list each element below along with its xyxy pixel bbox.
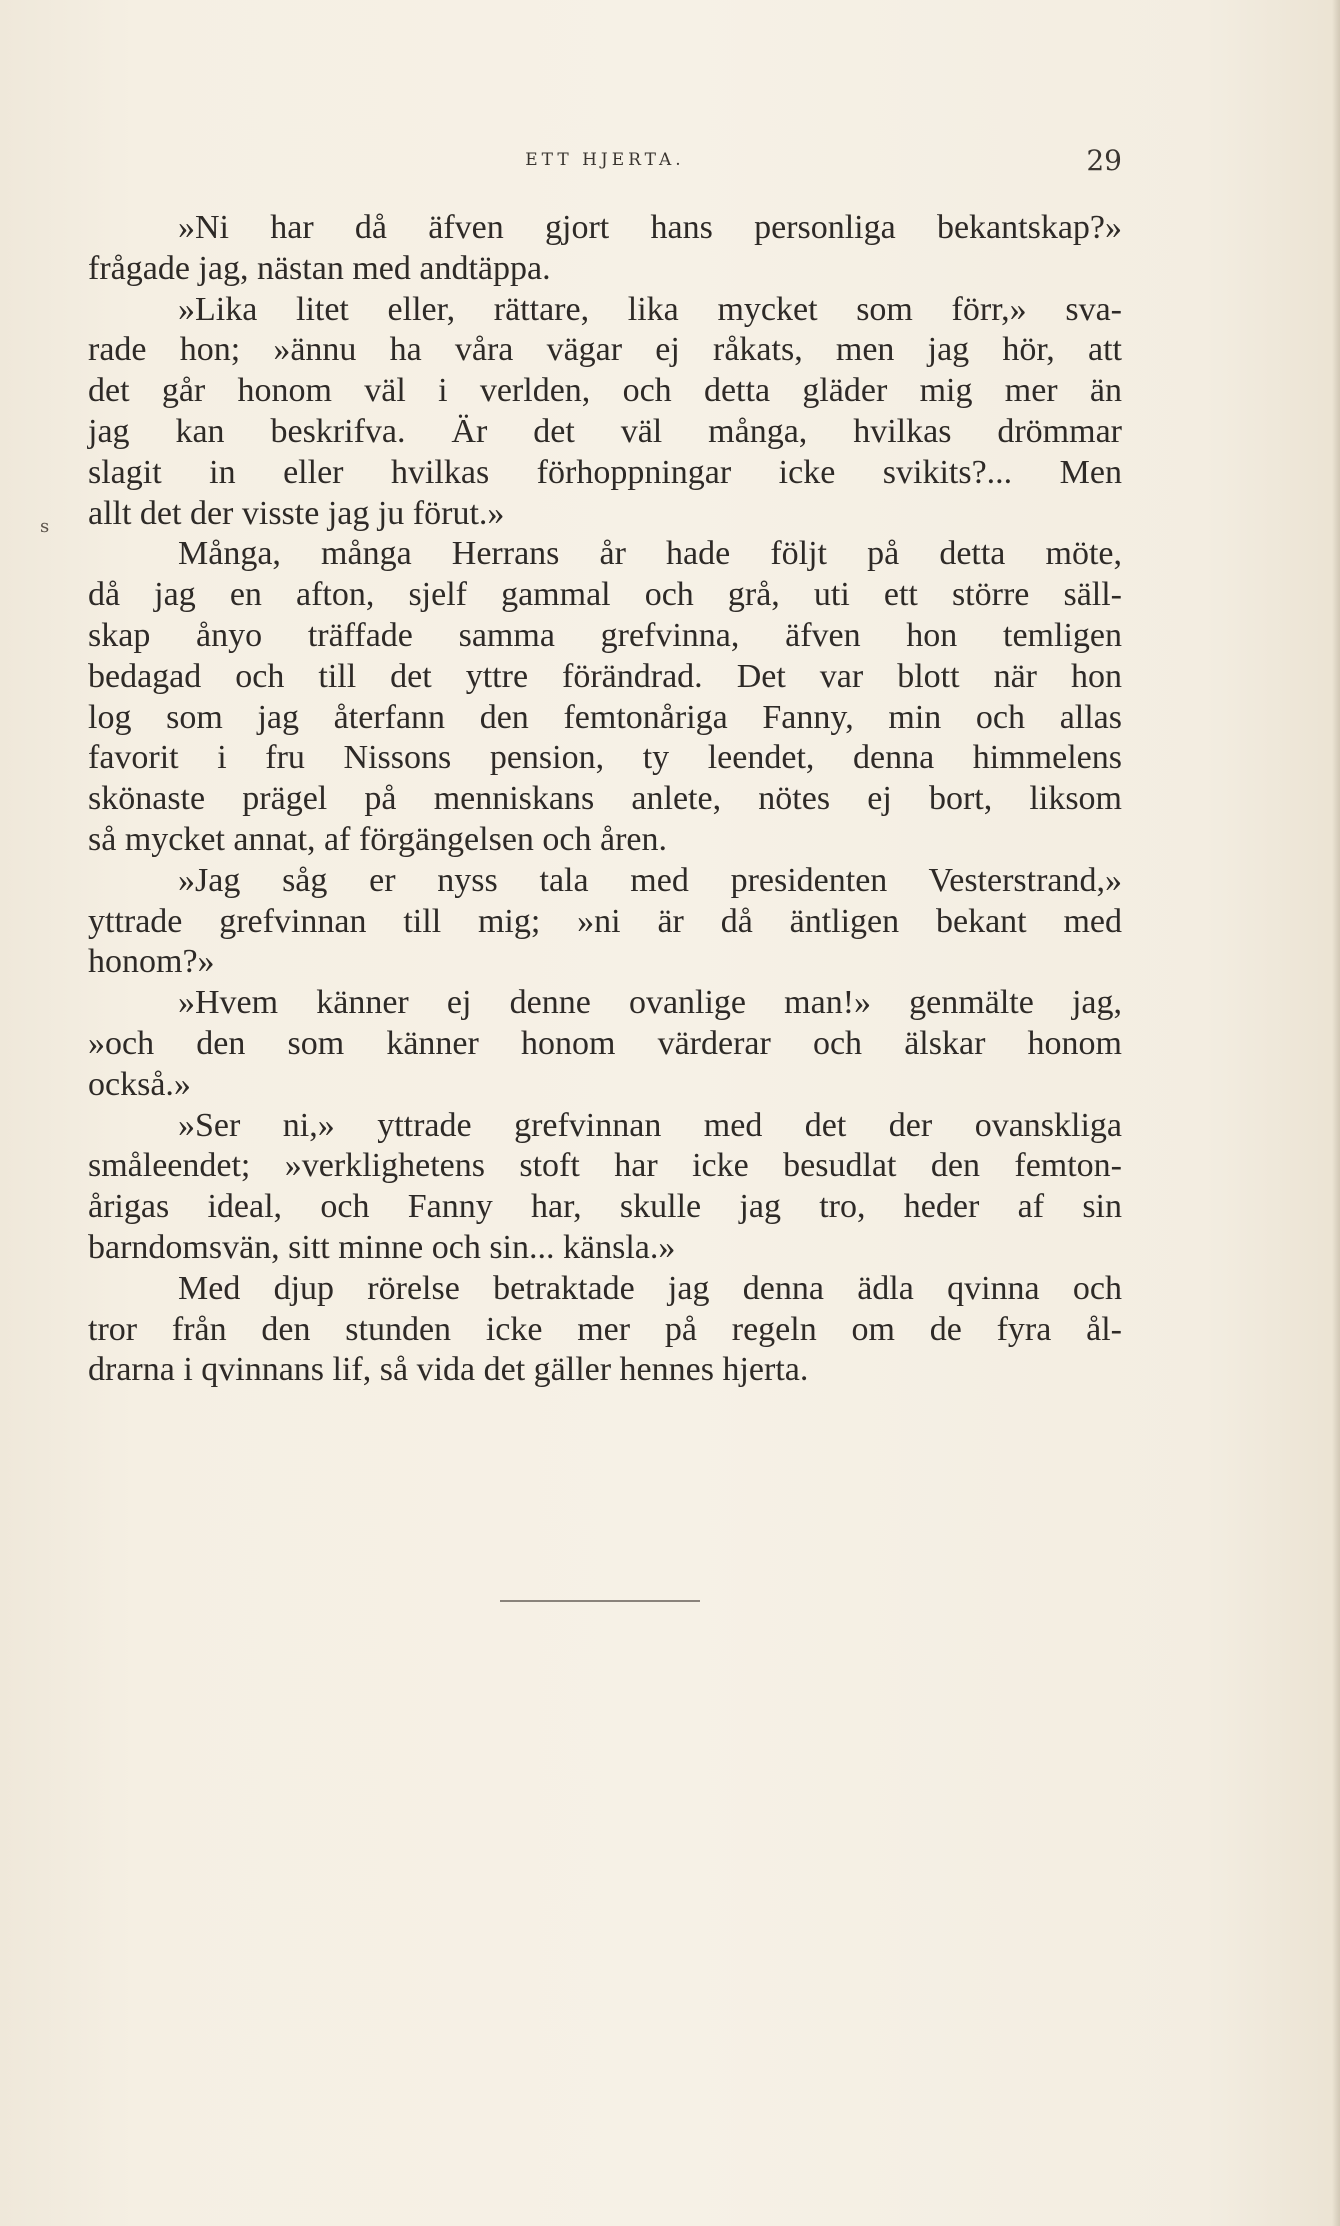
text-line: yttrade grefvinnan till mig; »ni är då äntligen bekant med [88,902,1122,940]
text-line: Med djup rörelse betraktade jag denna ädla qvinna och [178,1269,1122,1307]
text-line: också.» [88,1065,191,1103]
text-line: »Ni har då äfven gjort hans personliga bekantskap?» [178,209,1122,246]
text-line: log som jag återfann den femtonåriga Fanny, min och allas [88,698,1122,736]
text-line: bedagad och till det yttre förändrad. Det var blott när hon [88,657,1122,695]
text-line: det går honom väl i verlden, och detta gläder mig mer än [88,372,1122,410]
text-line: jag kan beskrifva. Är det väl många, hvilkas drömmar [88,412,1122,450]
text-line: drarna i qvinnans lif, så vida det gäller hennes hjerta. [88,1351,809,1389]
text-line: småleendet; »verklighetens stoft har icke besudlat den femton- [88,1147,1122,1185]
text-line: »Ser ni,» yttrade grefvinnan med det der ovanskliga [178,1106,1122,1144]
running-title: ETT HJERTA. [525,150,685,170]
text-line: slagit in eller hvilkas förhoppningar icke svikits?... Men [88,453,1122,491]
text-line: »Jag såg er nyss tala med presidenten Vesterstrand,» [178,861,1122,899]
running-header [88,144,1122,184]
text-line: barndomsvän, sitt minne och sin... känsla.» [88,1228,676,1266]
text-line: honom?» [88,943,215,981]
text-line: »Lika litet eller, rättare, lika mycket som förr,» sva- [178,290,1122,328]
text-line: favorit i fru Nissons pension, ty leendet, denna himmelens [88,739,1122,777]
text-line: »Hvem känner ej denne ovanlige man!» genmälte jag, [178,984,1122,1022]
text-line: rade hon; »ännu ha våra vägar ej råkats, men jag hör, att [88,331,1122,369]
body-text [88,208,1122,1391]
text-line: då jag en afton, sjelf gammal och grå, uti ett större säll- [88,576,1122,614]
text-line: »och den som känner honom värderar och älskar honom [88,1024,1122,1062]
text-line: skap ånyo träffade samma grefvinna, äfven hon temligen [88,616,1122,654]
section-end-rule [500,1600,700,1602]
text-line: skönaste prägel på menniskans anlete, nötes ej bort, liksom [88,780,1122,818]
text-line: allt det der visste jag ju förut.» [88,494,505,532]
text-line: frågade jag, nästan med andtäppa. [88,249,551,287]
text-line: så mycket annat, af förgängelsen och åren. [88,820,668,858]
text-line: tror från den stunden icke mer på regeln om de fyra ål- [88,1310,1122,1348]
page-number: 29 [1086,144,1122,177]
margin-mark: s [40,516,50,537]
page-edge-shadow [1332,0,1340,2226]
text-line: Många, många Herrans år hade följt på detta möte, [178,535,1122,573]
text-line: årigas ideal, och Fanny har, skulle jag tro, heder af sin [88,1188,1122,1226]
